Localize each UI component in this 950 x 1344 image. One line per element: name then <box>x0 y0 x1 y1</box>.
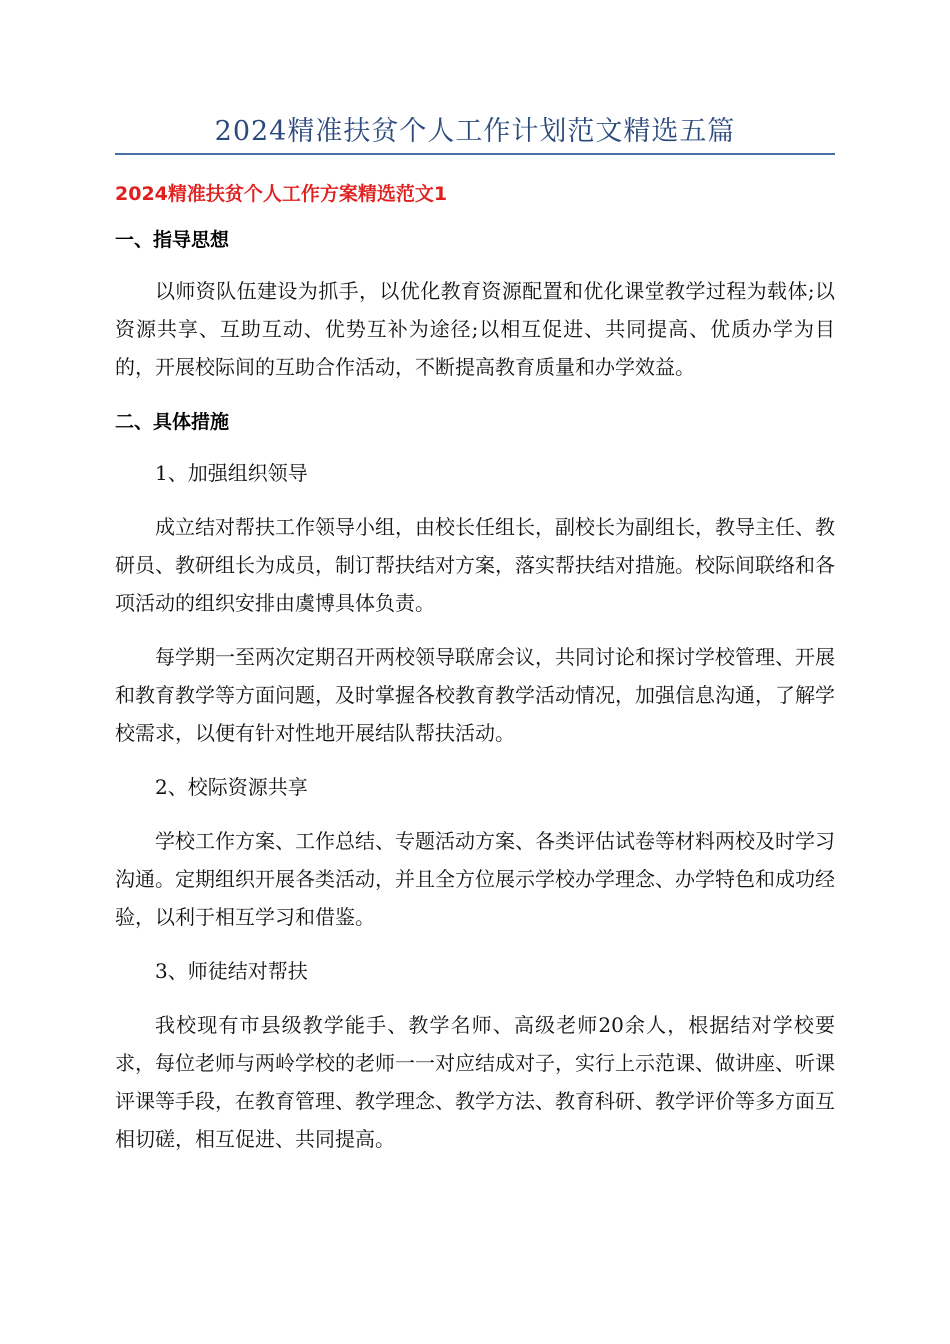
essay-heading: 2024精准扶贫个人工作方案精选范文1 <box>115 183 448 205</box>
paragraph-organization-2: 每学期一至两次定期召开两校领导联席会议，共同讨论和探讨学校管理、开展和教育教学等方面问题，及时掌握各校教育教学活动情况，加强信息沟通，了解学校需求，以便有针对性地开展结队帮扶活动。 <box>115 645 835 745</box>
sub-heading-organization: 1、加强组织领导 <box>155 461 308 485</box>
document-body <box>115 178 835 1174</box>
sub-heading-mentorship: 3、师徒结对帮扶 <box>155 959 308 983</box>
section-heading-guiding-thought: 一、指导思想 <box>115 229 230 251</box>
document-page <box>115 0 835 1344</box>
paragraph-resource-sharing: 学校工作方案、工作总结、专题活动方案、各类评估试卷等材料两校及时学习沟通。定期组织开展各类活动，并且全方位展示学校办学理念、办学特色和成功经验，以利于相互学习和借鉴。 <box>115 829 835 929</box>
paragraph-mentorship: 我校现有市县级教学能手、教学名师、高级老师20余人，根据结对学校要求，每位老师与两岭学校的老师一一对应结成对子，实行上示范课、做讲座、听课评课等手段，在教育管理、教学理念、教学方法、教育科研、教学评价等多方面互相切磋，相互促进、共同提高。 <box>115 1013 835 1151</box>
paragraph-guiding-thought: 以师资队伍建设为抓手，以优化教育资源配置和优化课堂教学过程为载体;以资源共享、互助互动、优势互补为途径;以相互促进、共同提高、优质办学为目的，开展校际间的互助合作活动，不断提高教育质量和办学效益。 <box>115 279 835 379</box>
document-title: 2024精准扶贫个人工作计划范文精选五篇 <box>214 116 736 147</box>
section-heading-specific-measures: 二、具体措施 <box>115 411 230 433</box>
title-underline <box>115 153 835 155</box>
paragraph-organization-1: 成立结对帮扶工作领导小组，由校长任组长，副校长为副组长，教导主任、教研员、教研组长为成员，制订帮扶结对方案，落实帮扶结对措施。校际间联络和各项活动的组织安排由虞博具体负责。 <box>115 515 835 615</box>
sub-heading-resource-sharing: 2、校际资源共享 <box>155 775 308 799</box>
